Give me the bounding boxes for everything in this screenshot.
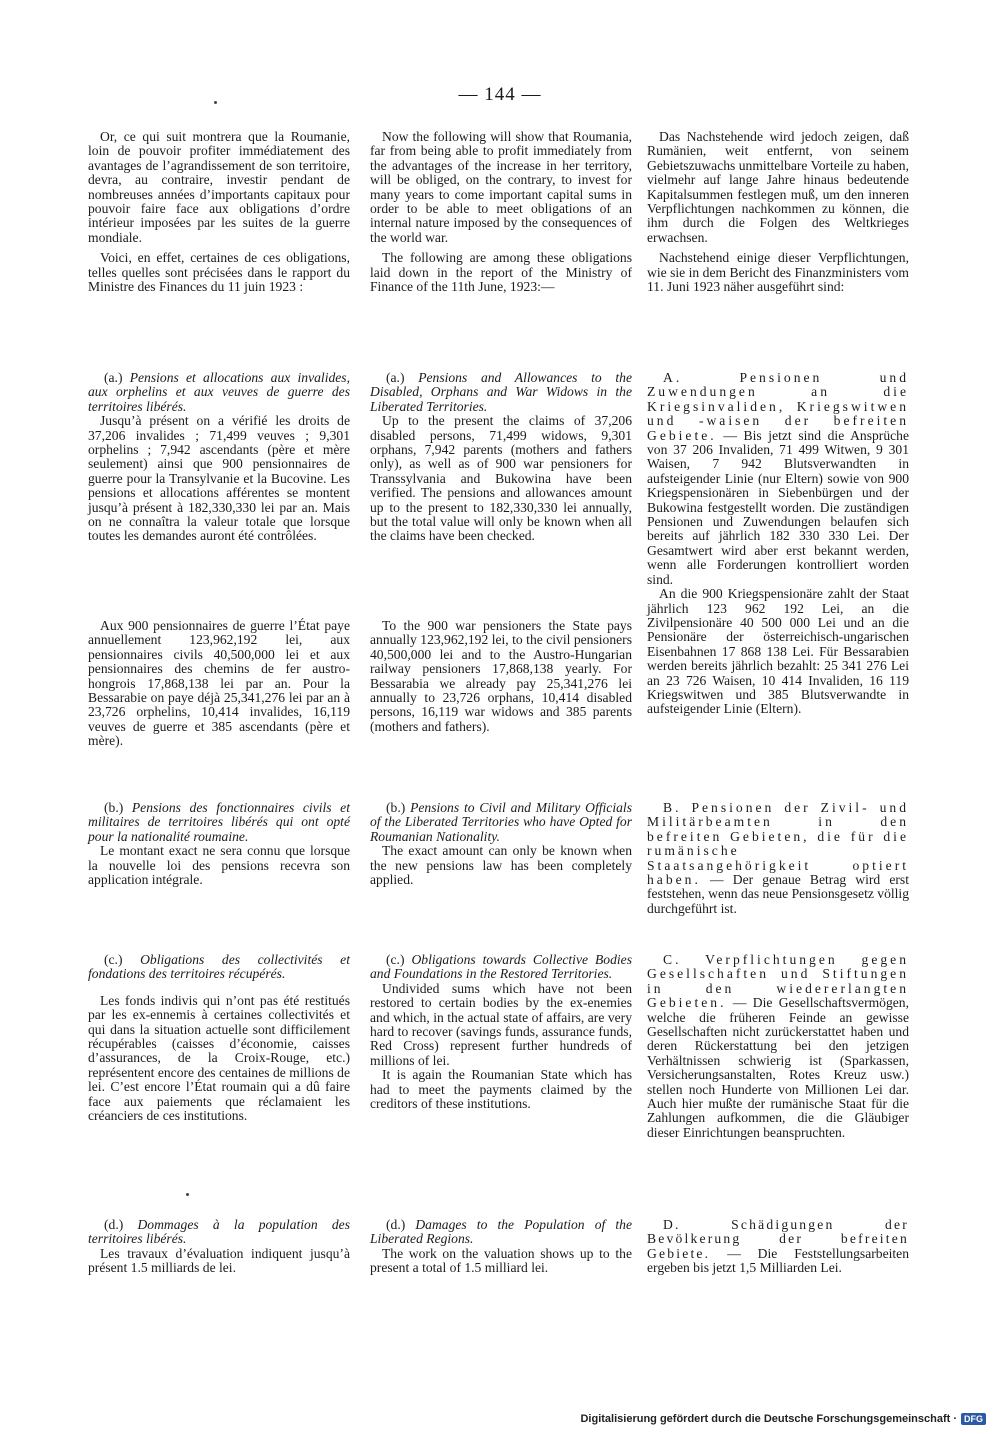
- intro: [370, 130, 632, 294]
- intro-paragraph: Now the following will show that Roumania, far from being able to profit immediately from the advantages of the increase in her territory, will be obliged, on the contrary, to invest for many years to come important capital sums in order to be able to meet obligations of an internal nature imposed by the consequences of the world war.: [370, 129, 632, 245]
- section-paragraph: It is again the Roumanian State which has had to meet the payments claimed by the creditors of these institutions.: [370, 1067, 632, 1112]
- section-paragraph: Les travaux d’évaluation indiquent jusqu’à présent 1.5 milliards de lei.: [88, 1245, 350, 1276]
- intro-paragraph: Or, ce qui suit montrera que la Roumanie, loin de pouvoir profiter immédiatement des avantages de l’agrandissement de son territoire, devra, au contraire, investir pendant de nombreuses années d’importants capitaux pour pouvoir faire face aux obligations d’ordre intérieur imposées par les suites de la guerre mondiale.: [88, 129, 350, 245]
- section-title: Obligations des collectivités et fondations des territoires récupérés.: [88, 952, 350, 982]
- intro-paragraph: Das Nachstehende wird jedoch zeigen, daß Rumänien, weit entfernt, von seinem Gebietszuwachs unmittelbare Vorteile zu haben, vielmehr auf lange Jahre hinaus bedeutende Kapitalsummen festlegen muß, um den inneren Verpflichtungen nachkommen zu können, die ihm durch die Folgen des Weltkrieges erwachsen.: [647, 129, 909, 245]
- section-c: [88, 953, 350, 1123]
- section-label: (c.): [386, 952, 405, 967]
- section-paragraph: Les fonds indivis qui n’ont pas été restitués par les ex-ennemis à certaines collectivités et qui dans la situation actuelle sont difficilement récupérables (caisses d’économie, caisses d’assurances, de la Croix-Rouge, etc.) représentent encore des centaines de millions de lei. C’est encore l’État roumain qui a dû faire face aux paiements que réclamaient les créanciers de ces institutions.: [88, 992, 350, 1124]
- section-title: A. Pensionen und Zuwendungen an die Kriegsinvaliden, Kriegswitwen und -waisen der befreiten Gebiete.: [647, 370, 909, 443]
- section-d: [88, 1218, 350, 1276]
- section-paragraph: The exact amount can only be known when the new pensions law has been completely applied.: [370, 843, 632, 888]
- section-label: (d.): [104, 1217, 124, 1232]
- credit-text: Digitalisierung gefördert durch die Deutsche Forschungsgemeinschaft ·: [580, 1413, 957, 1425]
- section-heading: [370, 953, 632, 982]
- section-label: (b.): [104, 800, 124, 815]
- section-a-continued: [370, 619, 632, 734]
- section-title: Pensions et allocations aux invalides, aux orphelins et aux veuves de guerre des territoires libérés.: [88, 370, 350, 414]
- intro-paragraph: Voici, en effet, certaines de ces obligations, telles quelles sont précisées dans le rapport du Ministre des Finances du 11 juin 1923 :: [88, 250, 350, 295]
- section-title: D. Schädigungen der Bevölkerung der befreiten Gebiete.: [647, 1217, 909, 1261]
- section-label: (c.): [104, 952, 123, 967]
- section-a: [647, 371, 909, 717]
- section-body: — Bis jetzt sind die Ansprüche von 37 206 Invaliden, 71 499 Witwen, 9 301 Waisen, 7 942 Blutsverwandten in aufsteigender Linie (nur Eltern) sowie von 900 Kriegspensionären in Siebenbürgen und der Bukowina festgestellt worden. Die zuständigen Pensionen und Zuwendungen belaufen sich bereits auf jährlich 182 330 330 Lei. Der Gesamtwert wird aber erst bekannt werden, wenn alle Forderungen kontrolliert worden sind.: [647, 427, 909, 587]
- section-body: — Der genaue Betrag wird erst feststehen, wenn das neue Pensionsgesetz völlig durchgeführt ist.: [647, 872, 909, 916]
- section-heading: [88, 953, 350, 982]
- section-c: [370, 953, 632, 1111]
- section-label: (d.): [386, 1217, 406, 1232]
- section-heading: [370, 371, 632, 414]
- section-b: [370, 801, 632, 887]
- section-c: [647, 953, 909, 1140]
- section-title: C. Verpflichtungen gegen Gesellschaften und Stiftungen in den wiedererlangten Gebieten.: [647, 952, 909, 1011]
- intro: [647, 130, 909, 294]
- section-label: (a.): [386, 370, 405, 385]
- intro-paragraph: The following are among these obligations laid down in the report of the Ministry of Finance of the 11th June, 1923:—: [370, 250, 632, 295]
- section-paragraph: Up to the present the claims of 37,206 disabled persons, 71,499 widows, 9,301 orphans, 7,942 parents (mothers and fathers only), as well as of 900 war pensioners for Transsylvania and Bukowina have been verified. The pensions and allowances amount up to the present to 182,330,330 lei annually, but the total value will only be known when all the claims have been checked.: [370, 413, 632, 544]
- section-a: [370, 371, 632, 544]
- section-label: (b.): [386, 800, 406, 815]
- section-label: (a.): [104, 370, 123, 385]
- page-number: — 144 —: [458, 84, 542, 105]
- section-d: [370, 1218, 632, 1276]
- digitization-credit: [580, 1413, 986, 1425]
- section-title: Pensions des fonctionnaires civils et militaires de territoires libérés qui ont opté pour la nationalité roumaine.: [88, 800, 350, 844]
- section-title: Damages to the Population of the Liberated Regions.: [370, 1217, 632, 1247]
- section-paragraph: The work on the valuation shows up to the present a total of 1.5 milliard lei.: [370, 1245, 632, 1276]
- section-a: [88, 371, 350, 544]
- section-paragraph: Aux 900 pensionnaires de guerre l’État paye annuellement 123,962,192 lei, aux pensionnaires civils 40,500,000 lei et aux pensionnaires des chemins de fer austro-hongrois 17,868,138 lei par an. Pour la Bessarabie on paye déjà 25,341,276 lei par an à 23,726 orphelins, 10,414 invalides, 16,119 veuves de guerre et 385 ascendants (père et mère).: [88, 618, 350, 749]
- section-paragraph: To the 900 war pensioners the State pays annually 123,962,192 lei, to the civil pensioners 40,500,000 lei and to the Austro-Hungarian railway pensioners 17,868,138 yearly. For Bessarabia we already pay 25,341,276 lei annually to 23,726 orphans, 10,414 disabled persons, 16,119 war widows and 385 parents (mothers and fathers).: [370, 618, 632, 734]
- section-b: [647, 801, 909, 916]
- scan-speck: [214, 101, 217, 104]
- section-paragraph: Le montant exact ne sera connu que lorsque la nouvelle loi des pensions recevra son application intégrale.: [88, 843, 350, 888]
- section-heading: [370, 1218, 632, 1247]
- section-title: B. Pensionen der Zivil- und Militärbeamten in den befreiten Gebieten, die für die rumänische Staatsangehörigkeit optiert haben.: [647, 800, 909, 888]
- dfg-logo: DFG: [961, 1413, 986, 1425]
- section-paragraph: [647, 371, 909, 587]
- intro: [88, 130, 350, 294]
- section-paragraph: [647, 953, 909, 1140]
- section-heading: [88, 371, 350, 414]
- section-title: Pensions to Civil and Military Officials of the Liberated Territories who have Opted for Roumanian Nationality.: [370, 800, 632, 844]
- section-title: Obligations towards Collective Bodies and Foundations in the Restored Territories.: [370, 952, 632, 982]
- scan-speck: [186, 1193, 189, 1196]
- section-title: Pensions and Allowances to the Disabled, Orphans and War Widows in the Liberated Territories.: [370, 370, 632, 414]
- section-b: [88, 801, 350, 887]
- section-paragraph: Jusqu’à présent on a vérifié les droits de 37,206 invalides ; 71,499 veuves ; 9,301 orphelins ; 7,942 ascendants (père et mère seulement) ainsi que 900 pensionnaires de guerre pour la Transylvanie et la Bucovine. Les pensions et allocations afférentes se montent jusqu’à présent à 182,330,330 lei par an. Mais on ne connaîtra la valeur totale que lorsque toutes les demandes auront été contrôlées.: [88, 413, 350, 544]
- section-d: [647, 1218, 909, 1276]
- section-body: — Die Feststellungsarbeiten ergeben bis jetzt 1,5 Milliarden Lei.: [647, 1245, 909, 1276]
- section-paragraph: An die 900 Kriegspensionäre zahlt der Staat jährlich 123 962 192 Lei, an die Zivilpensionäre 40 500 000 Lei und an die Pensionäre der österreichisch-ungarischen Eisenbahnen 17 868 138 Lei. Für Bessarabien werden bereits jährlich bezahlt: 25 341 276 Lei an 23 726 Waisen, 10 414 Invaliden, 16 119 Kriegswitwen und 385 Blutsverwandte in aufsteigender Linie (Eltern).: [647, 586, 909, 717]
- section-paragraph: [647, 801, 909, 916]
- section-body: — Die Gesellschaftsvermögen, welche die früheren Feinde an gewisse Gesellschaften nicht zurückerstattet haben und deren Rückerstattung bei den jetzigen Verhältnissen schwierig ist (Sparkassen, Versicherungsanstalten, Rotes Kreuz usw.) stellen noch Hunderte von Millionen Lei dar. Auch hier mußte der rumänische Staat für die Zahlungen aufkommen, die die Gläubiger dieser Einrichtungen beanspruchten.: [647, 995, 909, 1140]
- intro-paragraph: Nachstehend einige dieser Verpflichtungen, wie sie in dem Bericht des Finanzministers vom 11. Juni 1923 näher ausgeführt sind:: [647, 250, 909, 295]
- section-heading: [88, 1218, 350, 1247]
- section-heading: [370, 801, 632, 844]
- section-paragraph: Undivided sums which have not been restored to certain bodies by the ex-enemies and which, in the actual state of affairs, are very hard to recover (savings funds, assurance funds, Red Cross) represent further hundreds of millions of lei.: [370, 980, 632, 1068]
- section-a-continued: [88, 619, 350, 749]
- section-paragraph: [647, 1218, 909, 1276]
- section-title: Dommages à la population des territoires libérés.: [88, 1217, 350, 1247]
- section-heading: [88, 801, 350, 844]
